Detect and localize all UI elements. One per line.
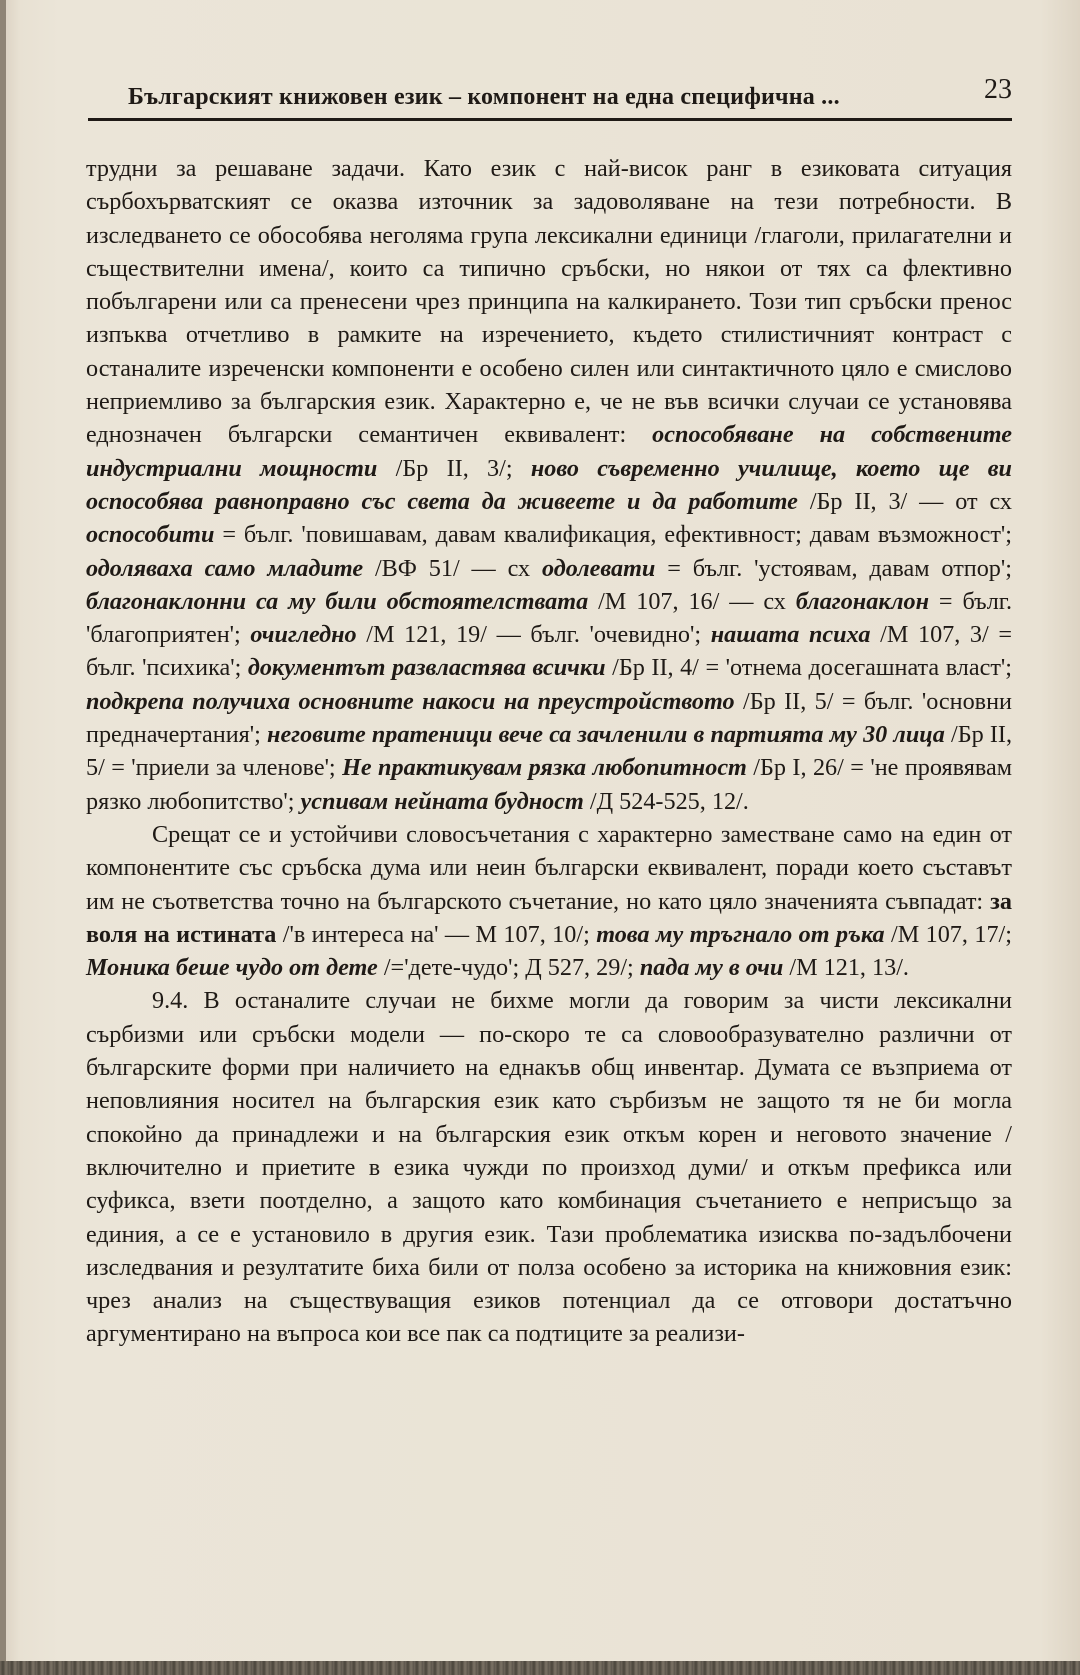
page-number: 23: [984, 74, 1012, 105]
example-phrase: това му тръгнало от ръка: [596, 920, 885, 948]
text-run: /М 107, 3/ = бълг. 'психика';: [86, 621, 1012, 682]
text-run: /Бр II, 4/ = 'отнема досегашната власт';: [605, 654, 1012, 682]
paragraph-2: [86, 818, 1012, 984]
text-run: /Бр II, 3/ — от сх: [797, 487, 1013, 515]
text-run: /Бр II, 5/ = 'приели за членове';: [86, 721, 1013, 782]
text-run: /Бр II, 3/;: [377, 454, 531, 482]
example-phrase: Не практикувам рязка любопитност: [342, 754, 747, 782]
example-phrase: документът развластява всички: [247, 654, 606, 682]
bold-phrase: за воля на истината: [86, 887, 1012, 948]
text-run: /М 121, 19/ — бълг. 'очевидно';: [356, 621, 711, 649]
example-phrase: благонаклонни са му били обстоятелствата: [86, 587, 589, 615]
text-run: /Бр I, 26/ = 'не проявявам рязко любопитство';: [86, 754, 1013, 815]
text-run: = бълг. 'благоприятен';: [86, 587, 1012, 649]
text-run: /ВФ 51/ — сх: [363, 554, 542, 582]
example-phrase: благонаклон: [795, 587, 930, 615]
example-phrase: одоляваха само младите: [86, 554, 364, 582]
example-phrase: Моника беше чудо от дете: [86, 954, 378, 982]
page-header: [88, 74, 1012, 118]
example-phrase: ново съвременно училище, което ще ви оспособява равноправно със света да живеете и да работите: [86, 454, 1012, 515]
text-run: /'в интереса на' — М 107, 10/;: [276, 920, 597, 948]
example-phrase: пада му в очи: [639, 954, 784, 982]
example-phrase: нашата психа: [710, 621, 871, 649]
running-title: Българският книжовен език – компонент на една специфична ...: [128, 84, 840, 110]
example-phrase: оспособити: [86, 521, 215, 549]
text-run: /Бр II, 5/ = бълг. 'основни предначертания';: [86, 687, 1012, 749]
body-text: [86, 152, 1012, 1351]
text-run: /='дете-чудо'; Д 527, 29/;: [377, 954, 640, 982]
text-run: трудни за решаване задачи. Като език с най-висок ранг в езиковата ситуация сърбохърватският се оказва източник за задоволяване на тези потребности. В изследването се обособява неголяма група лексикални единици /глаголи, прилагателни и съществителни имена/, които са типично сръбски, но някои от тях са флективно побългарени или са пренесени чрез принципа на калкирането. Този тип сръбски пренос изпъква отчетливо в рамките на изречението, където стилистичният контраст с останалите изреченски компоненти е особено силен или синтактичното цяло е смислово неприемливо за българския език. Характерно е, че не във всички случаи се установява еднозначен български семантичен еквивалент:: [86, 155, 1012, 449]
paragraph-3: 9.4. В останалите случаи не бихме могли да говорим за чисти лексикални сърбизми или сръбски модели — по-скоро те са словообразувателно различни от българските форми при наличието на еднакъв общ инвентар. Думата се възприема от неповлияния носител на българския език като сърбизъм не защото тя не би могла спокойно да принадлежи и на българския език откъм корен и неговото значение /включително и приетите в езика чужди по произход думи/ и откъм префикса или суфикса, взети поотделно, а защото като комбинация съчетанието е неприсъщо за единия, а се е установило в другия език. Тази проблематика изисква по-задълбочени изследвания и резултатите биха били от полза особено за историка на книжовния език: чрез анализ на съществуващия езиков потенциал да се отговори достатъчно аргументирано на въпроса кои все пак са подтиците за реализи-: [86, 987, 1012, 1348]
text-run: Срещат се и устойчиви словосъчетания с характерно заместване само на един от компонентите със сръбска дума или неин български еквивалент, поради което съставът им не съответства точно на българското съчетание, но като цяло значенията съвпадат:: [86, 820, 1012, 915]
header-rule: [88, 118, 1012, 121]
page-bottom-edge: [0, 1661, 1080, 1675]
example-phrase: подкрепа получиха основните накоси на преустройството: [86, 687, 735, 715]
paragraph-1: [86, 152, 1012, 818]
text-run: /М 107, 16/ — сх: [588, 587, 796, 615]
text-run: = бълг. 'повишавам, давам квалификация, ефективност; давам възможност';: [214, 521, 1012, 549]
text-run: /М 121, 13/.: [783, 954, 909, 982]
text-run: = бълг. 'устоявам, давам отпор';: [655, 554, 1012, 582]
example-phrase: одолевати: [541, 554, 656, 582]
example-phrase: очигледно: [250, 621, 357, 649]
example-phrase: оспособяване на собствените индустриални мощности: [86, 421, 1012, 482]
text-run: /М 107, 17/;: [884, 920, 1012, 948]
example-phrase: неговите пратеници вече са зачленили в партията му 30 лица: [267, 721, 945, 749]
book-spine-shadow: [0, 0, 6, 1675]
text-run: /Д 524-525, 12/.: [583, 787, 749, 815]
example-phrase: успивам нейната будност: [300, 787, 584, 815]
